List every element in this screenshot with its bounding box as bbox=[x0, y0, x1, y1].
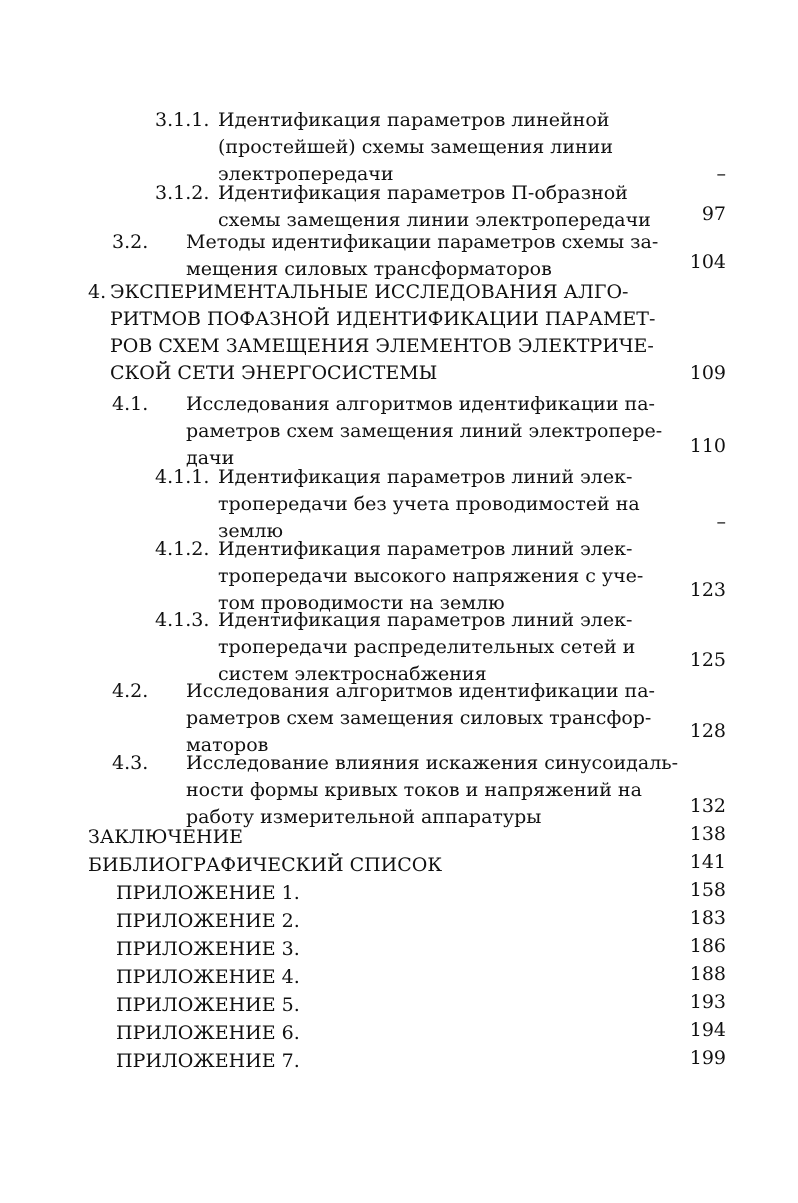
toc-entry-title-line: ПРИЛОЖЕНИЕ 6. bbox=[116, 1022, 300, 1044]
toc-entry-page: 104 bbox=[689, 251, 726, 273]
toc-entry-title-line: схемы замещения линии электропередачи bbox=[218, 209, 651, 231]
toc-entry-title-line: ПРИЛОЖЕНИЕ 4. bbox=[116, 966, 300, 988]
toc-entry-number: 4.1. bbox=[112, 393, 149, 415]
toc-entry-title-line: раметров схем замещения силовых трансфор- bbox=[186, 707, 652, 729]
toc-entry-number: 4.1.2. bbox=[155, 538, 210, 560]
toc-entry-page: 123 bbox=[689, 579, 726, 601]
toc-entry-title-line: ПРИЛОЖЕНИЕ 5. bbox=[116, 994, 300, 1016]
toc-entry-title-line: ПРИЛОЖЕНИЕ 7. bbox=[116, 1050, 300, 1072]
toc-entry-title-line: том проводимости на землю bbox=[218, 592, 505, 614]
toc-entry-title-line: Идентификация параметров линий элек- bbox=[218, 609, 633, 631]
toc-entry-title-line: ПРИЛОЖЕНИЕ 2. bbox=[116, 910, 300, 932]
toc-entry-number: 4.2. bbox=[112, 680, 149, 702]
toc-entry-page: 138 bbox=[689, 823, 726, 845]
toc-entry-page: 193 bbox=[689, 991, 726, 1013]
toc-entry-title-line: Идентификация параметров П-образной bbox=[218, 182, 628, 204]
toc-entry-page: 97 bbox=[701, 203, 726, 225]
toc-entry-page: 109 bbox=[689, 362, 726, 384]
toc-entry-page: 132 bbox=[689, 795, 726, 817]
toc-entry-page: 186 bbox=[689, 935, 726, 957]
toc-entry-title-line: (простейшей) схемы замещения линии bbox=[218, 136, 614, 158]
toc-entry-number: 4.3. bbox=[112, 752, 149, 774]
toc-entry-page: 158 bbox=[689, 879, 726, 901]
toc-entry-page: 141 bbox=[689, 851, 726, 873]
toc-entry-title-line: ПРИЛОЖЕНИЕ 3. bbox=[116, 938, 300, 960]
toc-entry-title-line: СКОЙ СЕТИ ЭНЕРГОСИСТЕМЫ bbox=[110, 362, 438, 384]
toc-entry-title-line: ности формы кривых токов и напряжений на bbox=[186, 779, 642, 801]
toc-entry-title-line: работу измерительной аппаратуры bbox=[186, 806, 542, 828]
toc-entry-number: 3.1.1. bbox=[155, 109, 210, 131]
toc-entry-title-line: Исследования алгоритмов идентификации па- bbox=[186, 680, 655, 702]
toc-entry-title-line: Идентификация параметров линий элек- bbox=[218, 466, 633, 488]
toc-entry-title-line: раметров схем замещения линий электропере- bbox=[186, 420, 663, 442]
toc-entry-page: – bbox=[716, 511, 726, 533]
toc-entry-title-line: маторов bbox=[186, 734, 269, 756]
toc-entry-title-line: РОВ СХЕМ ЗАМЕЩЕНИЯ ЭЛЕМЕНТОВ ЭЛЕКТРИЧЕ- bbox=[110, 335, 654, 357]
toc-entry-page: 110 bbox=[689, 435, 726, 457]
toc-entry-title-line: Идентификация параметров линейной bbox=[218, 109, 610, 131]
toc-entry-title-line: землю bbox=[218, 520, 283, 542]
toc-entry-page: 128 bbox=[689, 720, 726, 742]
toc-entry-title-line: Идентификация параметров линий элек- bbox=[218, 538, 633, 560]
toc-entry-title-line: Методы идентификации параметров схемы за- bbox=[186, 231, 659, 253]
toc-entry-page: 194 bbox=[689, 1019, 726, 1041]
toc-entry-page: 125 bbox=[689, 649, 726, 671]
toc-entry-title-line: дачи bbox=[186, 447, 235, 469]
toc-entry-title-line: РИТМОВ ПОФАЗНОЙ ИДЕНТИФИКАЦИИ ПАРАМЕТ- bbox=[110, 308, 656, 330]
toc-entry-title-line: ПРИЛОЖЕНИЕ 1. bbox=[116, 882, 300, 904]
toc-entry-title-line: ЭКСПЕРИМЕНТАЛЬНЫЕ ИССЛЕДОВАНИЯ АЛГО- bbox=[110, 281, 629, 303]
toc-entry-number: 3.2. bbox=[112, 231, 149, 253]
toc-entry-title-line: тропередачи высокого напряжения с уче- bbox=[218, 565, 644, 587]
toc-entry-title-line: тропередачи без учета проводимостей на bbox=[218, 493, 640, 515]
toc-entry-number: 3.1.2. bbox=[155, 182, 210, 204]
toc-entry-title-line: мещения силовых трансформаторов bbox=[186, 258, 552, 280]
toc-entry-title-line: ЗАКЛЮЧЕНИЕ bbox=[88, 826, 244, 848]
toc-entry-title-line: систем электроснабжения bbox=[218, 663, 487, 685]
toc-entry-title-line: Исследования алгоритмов идентификации па- bbox=[186, 393, 655, 415]
toc-entry-page: – bbox=[716, 163, 726, 185]
toc-entry-number: 4. bbox=[88, 281, 107, 303]
toc-entry-title-line: БИБЛИОГРАФИЧЕСКИЙ СПИСОК bbox=[88, 854, 443, 876]
toc-entry-number: 4.1.1. bbox=[155, 466, 210, 488]
toc-entry-title-line: Исследование влияния искажения синусоидаль- bbox=[186, 752, 679, 774]
toc-entry-page: 188 bbox=[689, 963, 726, 985]
toc-entry-title-line: тропередачи распределительных сетей и bbox=[218, 636, 636, 658]
toc-entry-title-line: электропередачи bbox=[218, 163, 394, 185]
toc-entry-number: 4.1.3. bbox=[155, 609, 210, 631]
toc-entry-page: 199 bbox=[689, 1047, 726, 1069]
toc-entry-page: 183 bbox=[689, 907, 726, 929]
